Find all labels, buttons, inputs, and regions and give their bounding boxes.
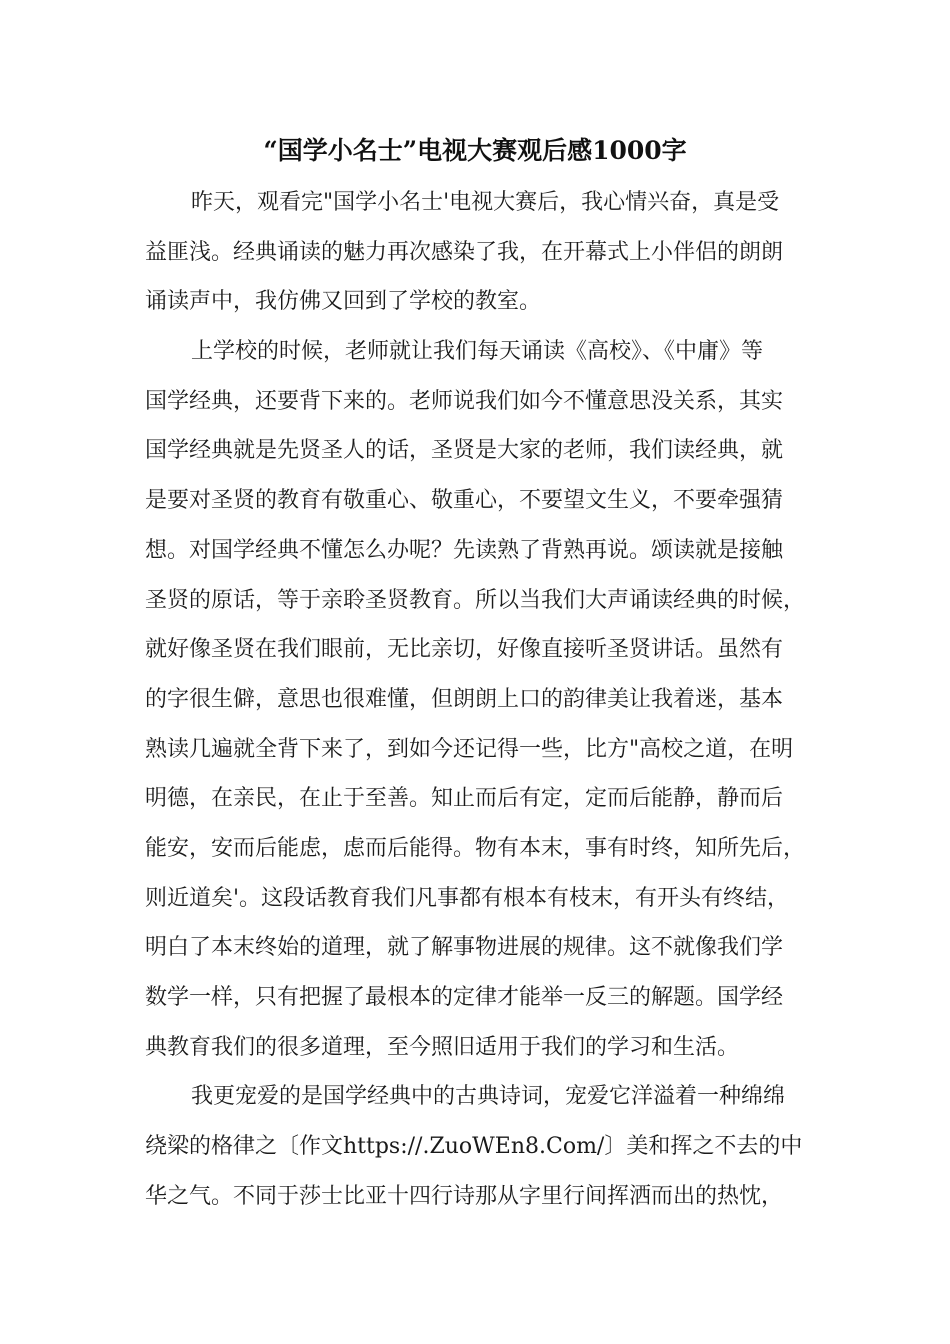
paragraph-line: 明德，在亲民，在止于至善。知止而后有定，定而后能静，静而后 (145, 786, 784, 812)
paragraph-line: 圣贤的原话，等于亲聆圣贤教育。所以当我们大声诵读经典的时候， (145, 587, 806, 613)
document-body (145, 178, 825, 1221)
paragraph-line: 诵读声中，我仿佛又回到了学校的教室。 (145, 289, 542, 315)
paragraph-line: 明白了本末终始的道理，就了解事物进展的规律。这不就像我们学 (145, 935, 784, 961)
paragraph-line: 华之气。不同于莎士比亚十四行诗那从字里行间挥洒而出的热忱， (145, 1183, 784, 1209)
paragraph-line: 就好像圣贤在我们眼前，无比亲切，好像直接听圣贤讲话。虽然有 (145, 637, 784, 663)
paragraph-line: 昨天，观看完"国学小名士'电视大赛后，我心情兴奋，真是受 (191, 190, 780, 215)
paragraph-line: 典教育我们的很多道理，至今照旧适用于我们的学习和生活。 (145, 1034, 740, 1060)
paragraph-line: 是要对圣贤的教育有敬重心、敬重心，不要望文生义，不要牵强猜 (145, 488, 784, 514)
paragraph-line: 能安，安而后能虑，虑而后能得。物有本末，事有时终，知所先后， (145, 835, 806, 861)
paragraph-line: 上学校的时候，老师就让我们每天诵读《高校》、《中庸》等 (191, 339, 764, 365)
paragraph-line: 国学经典就是先贤圣人的话，圣贤是大家的老师，我们读经典，就 (145, 438, 784, 464)
paragraph-line: 则近道矣'。这段话教育我们凡事都有根本有枝末，有开头有终结， (145, 885, 790, 911)
paragraph-line: 益匪浅。经典诵读的魅力再次感染了我，在开幕式上小伴侣的朗朗 (145, 239, 784, 265)
paragraph-line: 想。对国学经典不懂怎么办呢？先读熟了背熟再说。颂读就是接触 (145, 537, 784, 563)
paragraph-line: 数学一样，只有把握了最根本的定律才能举一反三的解题。国学经 (145, 985, 784, 1010)
paragraph-line: 我更宠爱的是国学经典中的古典诗词，宠爱它洋溢着一种绵绵 (191, 1084, 786, 1110)
document-title: “国学小名士”电视大赛观后感1000字 (263, 136, 687, 165)
paragraph-line: 国学经典，还要背下来的。老师说我们如今不懂意思没关系，其实 (145, 388, 784, 414)
paragraph-line: 绕梁的格律之〔作文https://.ZuoWEn8.Com/〕美和挥之不去的中 (145, 1134, 803, 1160)
paragraph-line: 的字很生僻，意思也很难懂，但朗朗上口的韵律美让我着迷，基本 (145, 686, 784, 712)
paragraph-line: 熟读几遍就全背下来了，到如今还记得一些，比方"高校之道，在明 (145, 736, 794, 762)
